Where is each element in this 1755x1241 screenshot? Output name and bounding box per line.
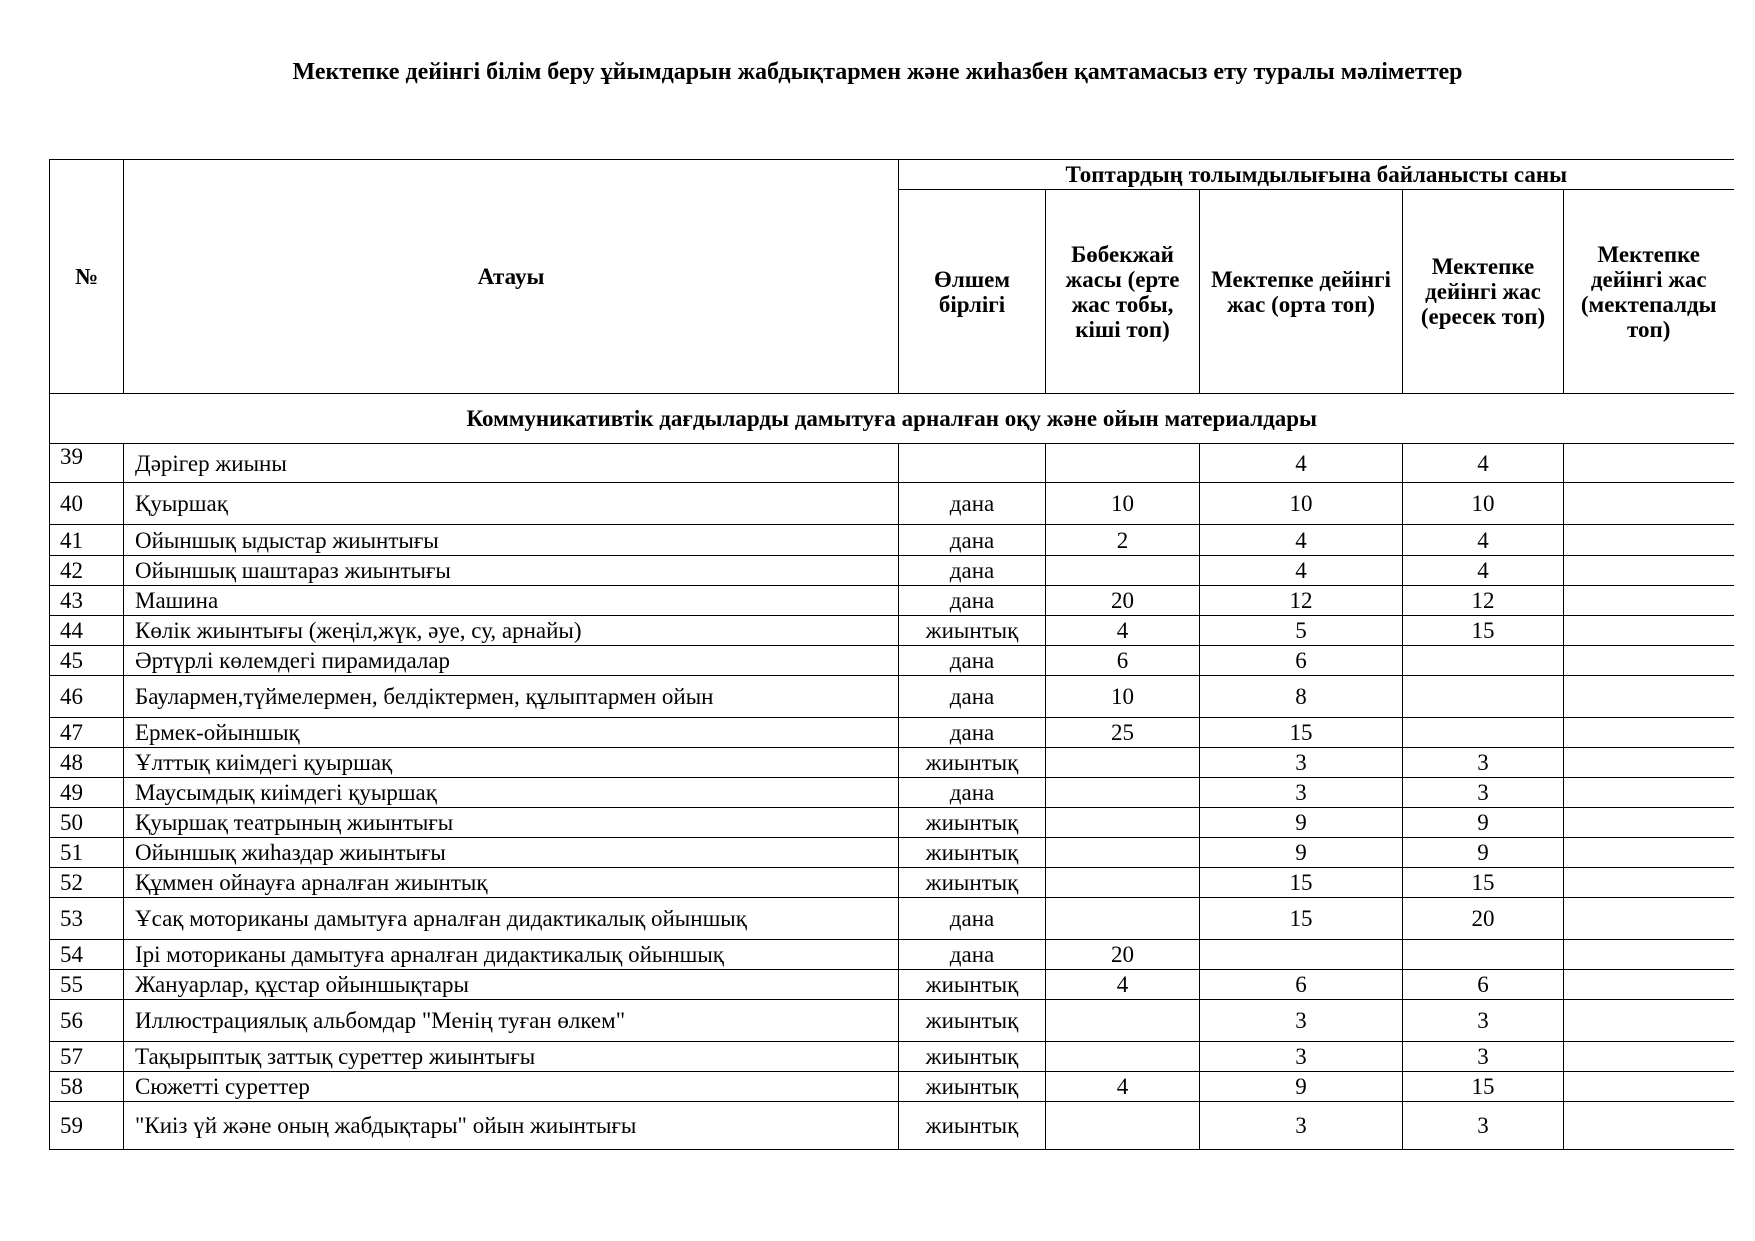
- count-early: 4: [1046, 1072, 1200, 1102]
- count-senior: 15: [1403, 1072, 1564, 1102]
- count-early: 25: [1046, 718, 1200, 748]
- table-row: [50, 1000, 1734, 1042]
- table-row: [50, 444, 1734, 483]
- row-number: 47: [50, 718, 124, 748]
- row-number: 57: [50, 1042, 124, 1072]
- count-early: [1046, 868, 1200, 898]
- unit-cell: дана: [899, 646, 1046, 676]
- header-col-middle: Мектепке дейінгі жас (орта топ): [1200, 190, 1403, 394]
- count-middle: 3: [1200, 748, 1403, 778]
- unit-cell: дана: [899, 676, 1046, 718]
- count-preschool: [1564, 748, 1734, 778]
- count-preschool: [1564, 898, 1734, 940]
- count-middle: 10: [1200, 483, 1403, 525]
- count-early: 2: [1046, 525, 1200, 556]
- table-body: [50, 394, 1734, 1150]
- count-preschool: [1564, 525, 1734, 556]
- table-row: [50, 898, 1734, 940]
- count-senior: 12: [1403, 586, 1564, 616]
- count-middle: 3: [1200, 1000, 1403, 1042]
- table-row: [50, 1072, 1734, 1102]
- row-number: 50: [50, 808, 124, 838]
- count-early: 20: [1046, 940, 1200, 970]
- header-group: Топтардың толымдылығына байланысты саны: [899, 160, 1734, 190]
- count-preschool: [1564, 808, 1734, 838]
- count-preschool: [1564, 616, 1734, 646]
- count-middle: 6: [1200, 646, 1403, 676]
- count-senior: 20: [1403, 898, 1564, 940]
- count-middle: 4: [1200, 556, 1403, 586]
- row-number: 58: [50, 1072, 124, 1102]
- count-middle: 6: [1200, 970, 1403, 1000]
- section-row: [50, 394, 1734, 444]
- count-senior: [1403, 646, 1564, 676]
- item-name: Құммен ойнауға арналған жиынтық: [124, 868, 899, 898]
- count-preschool: [1564, 646, 1734, 676]
- row-number: 42: [50, 556, 124, 586]
- count-early: [1046, 1000, 1200, 1042]
- count-preschool: [1564, 444, 1734, 483]
- table-row: [50, 676, 1734, 718]
- unit-cell: дана: [899, 525, 1046, 556]
- equipment-table: [49, 159, 1734, 1150]
- count-early: 4: [1046, 970, 1200, 1000]
- row-number: 41: [50, 525, 124, 556]
- table-row: [50, 1102, 1734, 1150]
- item-name: Машина: [124, 586, 899, 616]
- unit-cell: дана: [899, 940, 1046, 970]
- count-senior: [1403, 718, 1564, 748]
- count-senior: [1403, 676, 1564, 718]
- count-senior: [1403, 940, 1564, 970]
- unit-cell: жиынтық: [899, 838, 1046, 868]
- unit-cell: [899, 444, 1046, 483]
- item-name: Жануарлар, құстар ойыншықтары: [124, 970, 899, 1000]
- count-early: [1046, 838, 1200, 868]
- count-early: [1046, 1042, 1200, 1072]
- item-name: Ермек-ойыншық: [124, 718, 899, 748]
- count-early: [1046, 1102, 1200, 1150]
- unit-cell: дана: [899, 778, 1046, 808]
- row-number: 45: [50, 646, 124, 676]
- item-name: Ірі моториканы дамытуға арналған дидактикалық ойыншық: [124, 940, 899, 970]
- unit-cell: жиынтық: [899, 616, 1046, 646]
- item-name: Тақырыптық заттық суреттер жиынтығы: [124, 1042, 899, 1072]
- item-name: Маусымдық киімдегі қуыршақ: [124, 778, 899, 808]
- count-early: 4: [1046, 616, 1200, 646]
- count-senior: 9: [1403, 808, 1564, 838]
- count-middle: 15: [1200, 898, 1403, 940]
- unit-cell: жиынтық: [899, 1000, 1046, 1042]
- table-row: [50, 778, 1734, 808]
- count-preschool: [1564, 483, 1734, 525]
- count-middle: 3: [1200, 778, 1403, 808]
- row-number: 51: [50, 838, 124, 868]
- item-name: Ұлттық киімдегі қуыршақ: [124, 748, 899, 778]
- item-name: Қуыршақ театрының жиынтығы: [124, 808, 899, 838]
- count-senior: 10: [1403, 483, 1564, 525]
- table-header: [50, 160, 1734, 394]
- unit-cell: дана: [899, 898, 1046, 940]
- item-name: Қуыршақ: [124, 483, 899, 525]
- table-row: [50, 718, 1734, 748]
- count-preschool: [1564, 676, 1734, 718]
- count-early: [1046, 748, 1200, 778]
- count-senior: 3: [1403, 778, 1564, 808]
- count-preschool: [1564, 586, 1734, 616]
- row-number: 39: [50, 444, 124, 483]
- count-preschool: [1564, 1000, 1734, 1042]
- header-col-early: Бөбекжай жасы (ерте жас тобы, кіші топ): [1046, 190, 1200, 394]
- unit-cell: дана: [899, 483, 1046, 525]
- count-middle: [1200, 940, 1403, 970]
- count-senior: 4: [1403, 556, 1564, 586]
- table-row: [50, 525, 1734, 556]
- row-number: 44: [50, 616, 124, 646]
- item-name: Ойыншық жиһаздар жиынтығы: [124, 838, 899, 868]
- unit-cell: жиынтық: [899, 1072, 1046, 1102]
- count-preschool: [1564, 838, 1734, 868]
- section-title: Коммуникативтік дағдыларды дамытуға арналған оқу және ойын материалдары: [50, 394, 1734, 444]
- header-col-senior: Мектепке дейінгі жас (ересек топ): [1403, 190, 1564, 394]
- header-unit: Өлшем бірлігі: [899, 190, 1046, 394]
- row-number: 48: [50, 748, 124, 778]
- count-middle: 8: [1200, 676, 1403, 718]
- table-row: [50, 748, 1734, 778]
- count-middle: 3: [1200, 1102, 1403, 1150]
- unit-cell: жиынтық: [899, 970, 1046, 1000]
- count-preschool: [1564, 556, 1734, 586]
- row-number: 56: [50, 1000, 124, 1042]
- row-number: 43: [50, 586, 124, 616]
- row-number: 53: [50, 898, 124, 940]
- count-middle: 5: [1200, 616, 1403, 646]
- table-row: [50, 808, 1734, 838]
- row-number: 49: [50, 778, 124, 808]
- table-row: [50, 1042, 1734, 1072]
- count-early: 6: [1046, 646, 1200, 676]
- unit-cell: дана: [899, 718, 1046, 748]
- count-early: 20: [1046, 586, 1200, 616]
- unit-cell: жиынтық: [899, 1042, 1046, 1072]
- count-early: [1046, 898, 1200, 940]
- unit-cell: дана: [899, 586, 1046, 616]
- header-num: №: [50, 160, 124, 394]
- count-senior: 4: [1403, 444, 1564, 483]
- table-row: [50, 586, 1734, 616]
- count-early: [1046, 556, 1200, 586]
- count-middle: 4: [1200, 525, 1403, 556]
- count-preschool: [1564, 778, 1734, 808]
- item-name: Дәрігер жиыны: [124, 444, 899, 483]
- count-senior: 3: [1403, 1042, 1564, 1072]
- count-early: 10: [1046, 676, 1200, 718]
- count-middle: 12: [1200, 586, 1403, 616]
- count-middle: 3: [1200, 1042, 1403, 1072]
- count-senior: 3: [1403, 1102, 1564, 1150]
- item-name: Сюжетті суреттер: [124, 1072, 899, 1102]
- count-middle: 9: [1200, 838, 1403, 868]
- count-preschool: [1564, 718, 1734, 748]
- row-number: 55: [50, 970, 124, 1000]
- table-row: [50, 556, 1734, 586]
- count-middle: 15: [1200, 868, 1403, 898]
- item-name: Әртүрлі көлемдегі пирамидалар: [124, 646, 899, 676]
- unit-cell: дана: [899, 556, 1046, 586]
- count-senior: 15: [1403, 616, 1564, 646]
- count-senior: 6: [1403, 970, 1564, 1000]
- unit-cell: жиынтық: [899, 808, 1046, 838]
- row-number: 59: [50, 1102, 124, 1150]
- unit-cell: жиынтық: [899, 868, 1046, 898]
- count-senior: 3: [1403, 748, 1564, 778]
- count-early: [1046, 808, 1200, 838]
- count-middle: 15: [1200, 718, 1403, 748]
- count-preschool: [1564, 940, 1734, 970]
- item-name: Ұсақ моториканы дамытуға арналған дидактикалық ойыншық: [124, 898, 899, 940]
- count-preschool: [1564, 868, 1734, 898]
- table-row: [50, 940, 1734, 970]
- count-preschool: [1564, 970, 1734, 1000]
- count-senior: 3: [1403, 1000, 1564, 1042]
- document-title: Мектепке дейінгі білім беру ұйымдарын жабдықтармен және жиһазбен қамтамасыз ету туралы мәліметтер: [292, 59, 1463, 85]
- item-name: Көлік жиынтығы (жеңіл,жүк, әуе, су, арнайы): [124, 616, 899, 646]
- count-middle: 9: [1200, 1072, 1403, 1102]
- item-name: Баулармен,түймелермен, белдіктермен, құлыптармен ойын: [124, 676, 899, 718]
- count-early: [1046, 778, 1200, 808]
- table-row: [50, 646, 1734, 676]
- row-number: 54: [50, 940, 124, 970]
- table-row: [50, 838, 1734, 868]
- item-name: Ойыншық шаштараз жиынтығы: [124, 556, 899, 586]
- row-number: 52: [50, 868, 124, 898]
- unit-cell: жиынтық: [899, 748, 1046, 778]
- count-senior: 4: [1403, 525, 1564, 556]
- count-early: [1046, 444, 1200, 483]
- item-name: "Киіз үй және оның жабдықтары" ойын жиынтығы: [124, 1102, 899, 1150]
- table-row: [50, 868, 1734, 898]
- row-number: 46: [50, 676, 124, 718]
- count-senior: 15: [1403, 868, 1564, 898]
- count-middle: 9: [1200, 808, 1403, 838]
- header-name: Атауы: [124, 160, 899, 394]
- item-name: Иллюстрациялық альбомдар "Менің туған өлкем": [124, 1000, 899, 1042]
- table-row: [50, 970, 1734, 1000]
- item-name: Ойыншық ыдыстар жиынтығы: [124, 525, 899, 556]
- unit-cell: жиынтық: [899, 1102, 1046, 1150]
- table-row: [50, 483, 1734, 525]
- count-senior: 9: [1403, 838, 1564, 868]
- count-early: 10: [1046, 483, 1200, 525]
- header-col-preschool: Мектепке дейінгі жас (мектепалды топ): [1564, 190, 1734, 394]
- count-middle: 4: [1200, 444, 1403, 483]
- count-preschool: [1564, 1072, 1734, 1102]
- table-row: [50, 616, 1734, 646]
- count-preschool: [1564, 1102, 1734, 1150]
- row-number: 40: [50, 483, 124, 525]
- count-preschool: [1564, 1042, 1734, 1072]
